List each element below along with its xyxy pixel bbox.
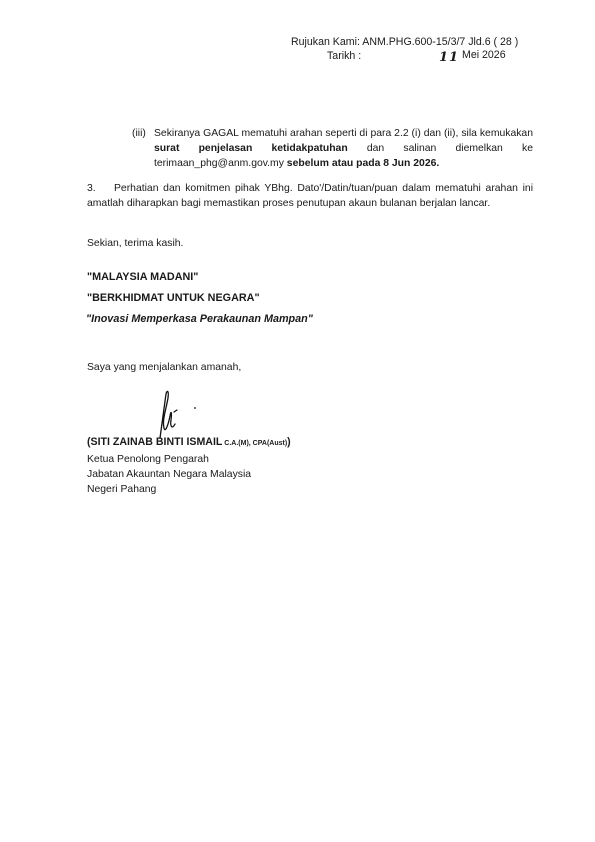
signoff-line: Saya yang menjalankan amanah, [87, 362, 242, 373]
slogan-berkhidmat: "BERKHIDMAT UNTUK NEGARA" [87, 292, 260, 304]
paragraph-3-number: 3. [87, 183, 96, 194]
signatory-position: Ketua Penolong Pengarah [87, 454, 209, 465]
closing-line: Sekian, terima kasih. [87, 238, 184, 249]
item-iii-text [154, 126, 533, 171]
signatory-close-paren: ) [287, 436, 291, 448]
paragraph-3 [87, 181, 533, 211]
item-iii-bold-1: surat penjelasan ketidakpatuhan [154, 143, 348, 154]
paragraph-3-text: Perhatian dan komitmen pihak YBhg. Dato'/Datin/tuan/puan dalam mematuhi arahan ini amatlah diharapkan bagi memastikan proses penutupan akaun bulanan berjalan lancar. [87, 183, 533, 209]
item-iii-text-2: dan salinan diemelkan ke terimaan_phg@anm.gov.my [154, 143, 533, 169]
signatory-name [87, 436, 291, 448]
slogan-inovasi: "Inovasi Memperkasa Perakaunan Mampan" [86, 313, 313, 325]
item-iii [132, 126, 533, 171]
signatory-state: Negeri Pahang [87, 484, 157, 495]
item-iii-bold-2: sebelum atau pada 8 Jun 2026. [286, 158, 440, 169]
signatory-credentials: C.A.(M), CPA(Aust) [222, 440, 288, 447]
date-label: Tarikh : [327, 50, 362, 62]
signatory-name-text: (SITI ZAINAB BINTI ISMAIL [87, 436, 223, 448]
date-day-handwritten: 11 [439, 50, 460, 65]
date-month-year: Mei 2026 [462, 49, 506, 61]
item-iii-number: (iii) [132, 128, 146, 139]
signatory-department: Jabatan Akauntan Negara Malaysia [87, 469, 252, 480]
reference-number: Rujukan Kami: ANM.PHG.600-15/3/7 Jld.6 ( 28 ) [291, 36, 519, 48]
item-iii-text-1: Sekiranya GAGAL mematuhi arahan seperti di para 2.2 (i) dan (ii), sila kemukakan [154, 128, 533, 139]
slogan-malaysia-madani: "MALAYSIA MADANI" [87, 271, 199, 283]
